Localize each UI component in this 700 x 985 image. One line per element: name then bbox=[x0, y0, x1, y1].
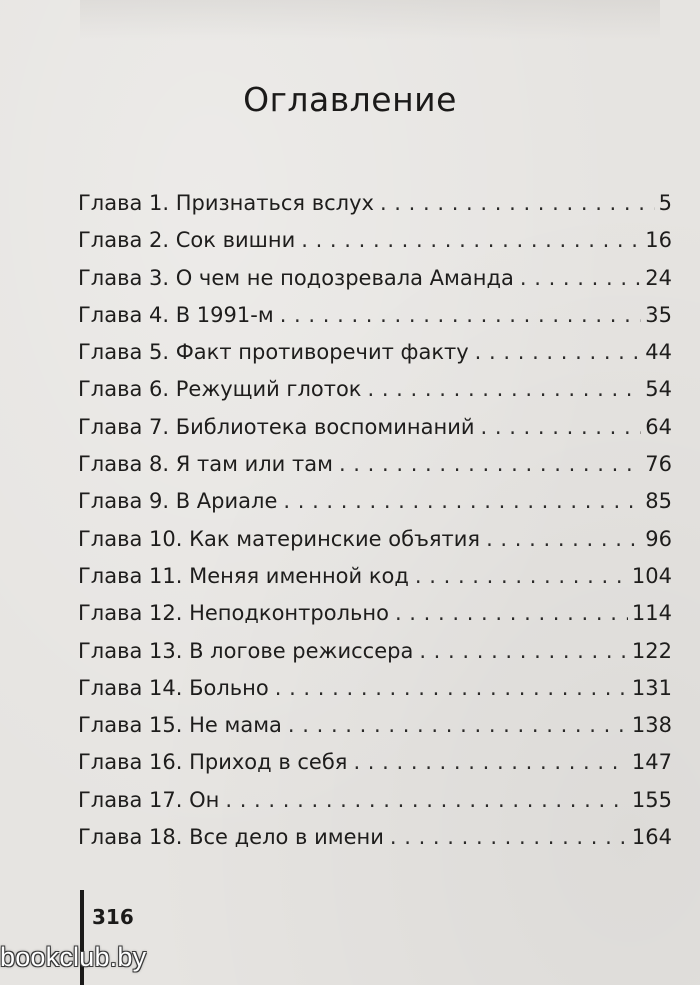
toc-entry-title: Глава 13. В логове режиссера bbox=[78, 638, 414, 663]
page-number: 316 bbox=[92, 905, 134, 929]
dot-leader bbox=[283, 489, 641, 513]
dot-leader bbox=[367, 377, 641, 401]
toc-entry-page: 64 bbox=[645, 414, 672, 439]
toc-entry-title: Глава 16. Приход в себя bbox=[78, 750, 348, 775]
toc-entry bbox=[78, 415, 672, 452]
toc-entry bbox=[78, 527, 672, 564]
dot-leader bbox=[486, 527, 641, 551]
toc-entry-page: 104 bbox=[631, 563, 672, 588]
toc-entry-title: Глава 17. Он bbox=[78, 787, 220, 812]
toc-entry-page: 54 bbox=[645, 377, 672, 402]
toc-entry bbox=[78, 825, 672, 862]
toc-entry-page: 122 bbox=[631, 638, 672, 663]
toc-entry-title: Глава 12. Неподконтрольно bbox=[78, 601, 389, 626]
toc-entry-page: 114 bbox=[631, 601, 672, 626]
toc-entry bbox=[78, 377, 672, 414]
dot-leader bbox=[288, 713, 628, 737]
toc-entry-page: 147 bbox=[631, 750, 672, 775]
toc-entry-title: Глава 1. Признаться вслух bbox=[78, 191, 374, 215]
toc-entry bbox=[78, 676, 672, 713]
toc-entry-title: Глава 4. В 1991-м bbox=[78, 302, 274, 327]
toc-entry bbox=[78, 266, 672, 303]
toc-entry bbox=[78, 564, 672, 601]
toc-entry-title: Глава 3. О чем не подозревала Аманда bbox=[78, 265, 514, 290]
toc-entry-page: 85 bbox=[645, 489, 672, 514]
toc-entry bbox=[78, 452, 672, 489]
toc-entry-page: 138 bbox=[631, 713, 672, 738]
dot-leader bbox=[301, 228, 641, 252]
toc-entry-title: Глава 2. Сок вишни bbox=[78, 228, 296, 253]
toc-entry bbox=[78, 601, 672, 638]
toc-entry-page: 44 bbox=[645, 340, 672, 365]
dot-leader bbox=[520, 266, 641, 290]
toc-entry-title: Глава 8. Я там или там bbox=[78, 452, 333, 477]
toc-entry-title: Глава 10. Как материнские объятия bbox=[78, 526, 481, 551]
toc-entry bbox=[78, 713, 672, 750]
toc-entry-title: Глава 6. Режущий глоток bbox=[78, 377, 362, 402]
dot-leader bbox=[353, 750, 627, 774]
toc-entry bbox=[78, 303, 672, 340]
dot-leader bbox=[415, 564, 628, 588]
watermark: bookclub.by bbox=[0, 942, 147, 972]
dot-leader bbox=[390, 825, 628, 849]
toc-entry-title: Глава 5. Факт противоречит факту bbox=[78, 340, 469, 365]
toc-entry-title: Глава 14. Больно bbox=[78, 675, 269, 700]
toc-entry-page: 155 bbox=[631, 787, 672, 812]
dot-leader bbox=[475, 340, 642, 364]
show-through-shadow bbox=[80, 0, 660, 40]
toc-entry-title: Глава 9. В Ариале bbox=[78, 489, 278, 514]
toc-entry bbox=[78, 340, 672, 377]
toc-entry-page: 16 bbox=[645, 228, 672, 253]
dot-leader bbox=[481, 415, 642, 439]
toc-entry-page: 96 bbox=[645, 526, 672, 551]
dot-leader bbox=[419, 639, 628, 663]
toc-entry-title: Глава 11. Меняя именной код bbox=[78, 563, 409, 588]
toc-entry-page: 35 bbox=[645, 302, 672, 327]
toc-entry-title: Глава 15. Не мама bbox=[78, 713, 282, 738]
toc-entry-title: Глава 7. Библиотека воспоминаний bbox=[78, 414, 475, 439]
toc-entry bbox=[78, 191, 672, 228]
dot-leader bbox=[395, 601, 628, 625]
dot-leader bbox=[280, 303, 642, 327]
dot-leader bbox=[275, 676, 628, 700]
toc-entry bbox=[78, 788, 672, 825]
toc-entry bbox=[78, 228, 672, 265]
toc-entry bbox=[78, 750, 672, 787]
toc-entry bbox=[78, 639, 672, 676]
toc-entry-page: 131 bbox=[631, 675, 672, 700]
toc-entry-page: 164 bbox=[631, 825, 672, 850]
table-of-contents bbox=[78, 191, 672, 862]
toc-entry-page: 5 bbox=[658, 191, 672, 215]
dot-leader bbox=[380, 191, 655, 215]
dot-leader bbox=[225, 788, 628, 812]
page-title: Оглавление bbox=[243, 80, 457, 119]
toc-entry-page: 76 bbox=[645, 452, 672, 477]
toc-entry-page: 24 bbox=[645, 265, 672, 290]
toc-entry-title: Глава 18. Все дело в имени bbox=[78, 825, 384, 850]
dot-leader bbox=[339, 452, 641, 476]
toc-entry bbox=[78, 489, 672, 526]
